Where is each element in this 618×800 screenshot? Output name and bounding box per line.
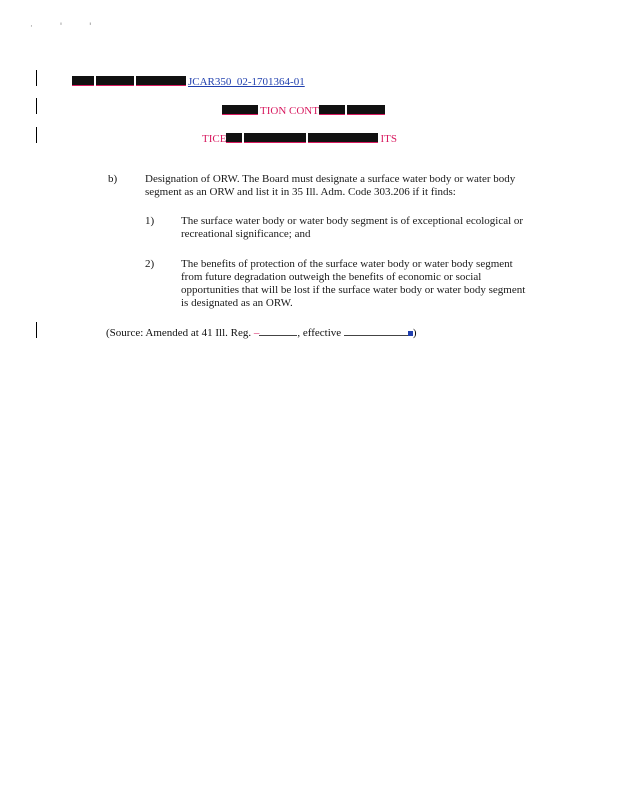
redaction-block: [244, 133, 306, 143]
redaction-block: [319, 105, 345, 115]
item-2-label: 2): [145, 258, 155, 270]
change-bar-4: [36, 322, 37, 338]
item-1-text: The surface water body or water body segment is of exceptional ecological or recreational significance; and: [181, 215, 524, 240]
redaction-block: [226, 133, 242, 143]
redaction-block: [222, 105, 258, 115]
jcar-reference: JCAR350_02-1701364-01: [188, 76, 305, 88]
header-line-2-text: TION CONT: [260, 105, 319, 117]
header-line-1: [72, 75, 305, 89]
reg-number-mark: –: [253, 327, 260, 339]
header-line-3-tail: ITS: [380, 133, 397, 145]
source-middle: , effective: [297, 327, 342, 339]
source-line: [106, 326, 417, 340]
header-line-3: [202, 132, 397, 146]
effective-date-blank: [344, 335, 408, 336]
reg-number-blank: [259, 335, 297, 336]
section-b-label: b): [108, 173, 118, 185]
item-1-label: 1): [145, 215, 155, 227]
source-suffix: ): [412, 327, 417, 339]
redaction-block: [308, 133, 378, 143]
section-b-text: Designation of ORW. The Board must designate a surface water body or water body segment as an ORW and list it in 35 Ill. Adm. Code 303.206 if it finds:: [145, 173, 516, 198]
redaction-block: [96, 76, 134, 86]
header-line-3-text: TICE: [202, 133, 227, 145]
redaction-block: [347, 105, 385, 115]
source-prefix: (Source: Amended at 41 Ill. Reg.: [106, 327, 252, 339]
redaction-block: [72, 76, 94, 86]
header-line-2: [222, 104, 387, 118]
corner-marks: · ' ': [30, 22, 104, 32]
change-bar-1: [36, 70, 37, 86]
item-2-text: The benefits of protection of the surface water body or water body segment from future degradation outweigh the benefits of economic or social opportunities that will be lost if the surface water body or water body segment is designated as an ORW.: [181, 258, 526, 309]
change-bar-3: [36, 127, 37, 143]
redaction-block: [136, 76, 186, 86]
change-bar-2: [36, 98, 37, 114]
